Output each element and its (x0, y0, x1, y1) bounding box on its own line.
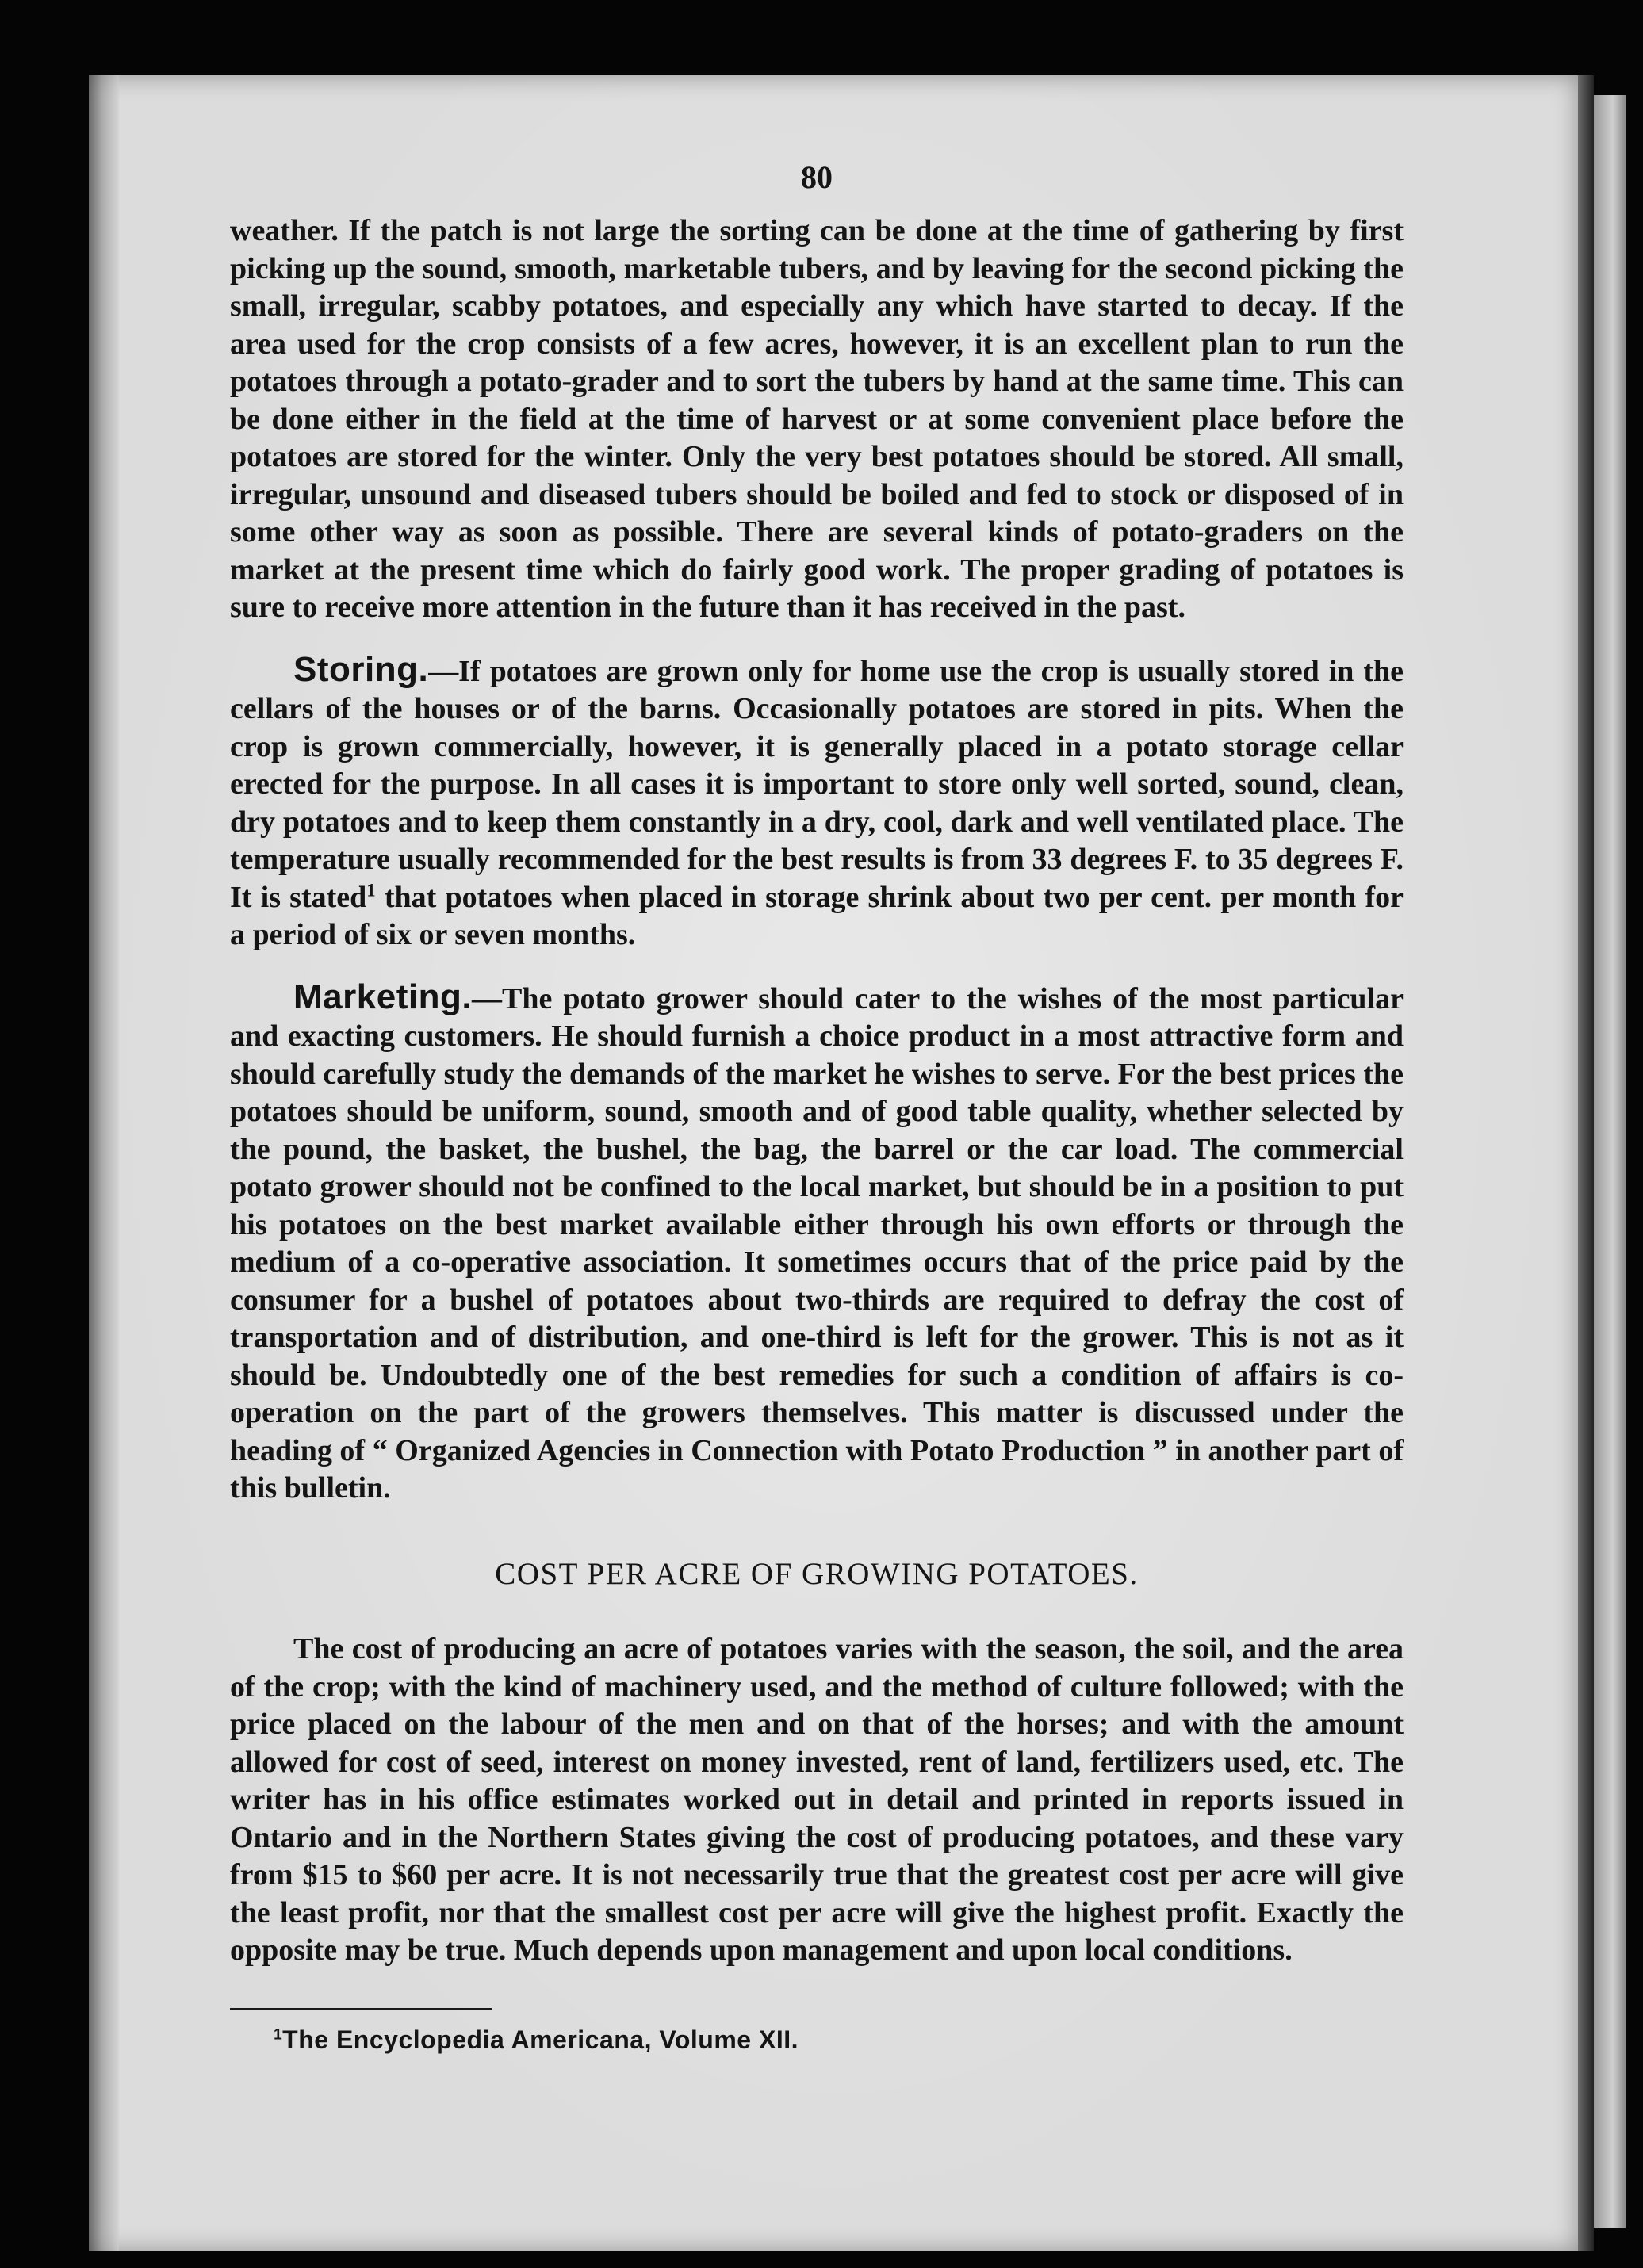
marketing-heading: Marketing. (293, 977, 473, 1016)
page-text (230, 159, 1404, 2059)
storing-heading: Storing. (293, 649, 429, 689)
footnote-reference: 1 (366, 879, 376, 900)
paragraph-marketing (230, 978, 1404, 1508)
storing-text-b: that potatoes when placed in storage shrink about two per cent. per month for a period of six or seven months. (230, 880, 1404, 951)
paragraph-storing (230, 651, 1404, 954)
paragraph-sorting: weather. If the patch is not large the sorting can be done at the time of gathering by first picking up the sound, smooth, marketable tubers, and by leaving for the second picking the small, irregular, scabby potatoes, and especially any which have started to decay. If the area used for the crop consists of a few acres, however, it is an excellent plan to run the potatoes through a potato-grader and to sort the tubers by hand at the same time. This can be done either in the field at the time of harvest or at some convenient place before the potatoes are stored for the winter. Only the very best potatoes should be stored. All small, irregular, unsound and diseased tubers should be boiled and fed to stock or disposed of in some other way as soon as possible. There are several kinds of potato-graders on the market at the present time which do fairly good work. The proper grading of potatoes is sure to receive more attention in the future than it has received in the past. (230, 214, 1404, 624)
page-number: 80 (801, 159, 833, 195)
footnote-mark: 1 (274, 2025, 283, 2043)
storing-text-a: —If potatoes are grown only for home use the crop is usually stored in the cellars of the houses or of the barns. Occasionally potatoes are stored in pits. When the crop is grown commercially, however, it is generally placed in a potato storage cellar erected for the purpose. In all cases it is important to store only well sorted, sound, clean, dry potatoes and to keep them constantly in a dry, cool, dark and well ventilated place. The temperature usually recommended for the best results is from 33 degrees F. to 35 degrees F. It is stated (230, 654, 1404, 914)
marketing-text: —The potato grower should cater to the wishes of the most particular and exacting customers. He should furnish a choice product in a most attractive form and should carefully study the demands of the market he wishes to serve. For the best prices the potatoes should be uniform, sound, smooth and of good table quality, whether selected by the pound, the basket, the bushel, the bag, the barrel or the car load. The commercial potato grower should not be confined to the local market, but should be in a position to put his potatoes on the best market available either through his own efforts or through the medium of a co-operative association. It sometimes occurs that of the price paid by the consumer for a bushel of potatoes about two-thirds are required to defray the cost of transportation and of distribution, and one-third is left for the grower. This is not as it should be. Undoubtedly one of the best remedies for such a condition of affairs is co-operation on the part of the growers themselves. This matter is discussed under the heading of “ Organized Agencies in Connection with Potato Production ” in another part of this bulletin. (230, 981, 1404, 1505)
book-binding (1578, 75, 1594, 2251)
page-left-edge (89, 75, 119, 2251)
section-heading: COST PER ACRE OF GROWING POTATOES. (495, 1556, 1139, 1591)
footnote (230, 2021, 1404, 2060)
paragraph-cost: The cost of producing an acre of potatoes varies with the season, the soil, and the area of the crop; with the kind of machinery used, and the method of culture followed; with the price placed on the labour of the men and on that of the horses; and with the amount allowed for cost of seed, interest on money invested, rent of land, fertilizers used, etc. The writer has in his office estimates worked out in detail and printed in reports issued in Ontario and in the Northern States giving the cost of producing potatoes, and these vary from $15 to $60 per acre. It is not necessarily true that the greatest cost per acre will give the least profit, nor that the smallest cost per acre will give the highest profit. Exactly the opposite may be true. Much depends upon management and upon local conditions. (230, 1632, 1404, 1967)
footnote-text: The Encyclopedia Americana, Volume XII. (282, 2025, 799, 2054)
footnote-rule (230, 2008, 492, 2010)
next-page-edge (1594, 95, 1626, 2228)
